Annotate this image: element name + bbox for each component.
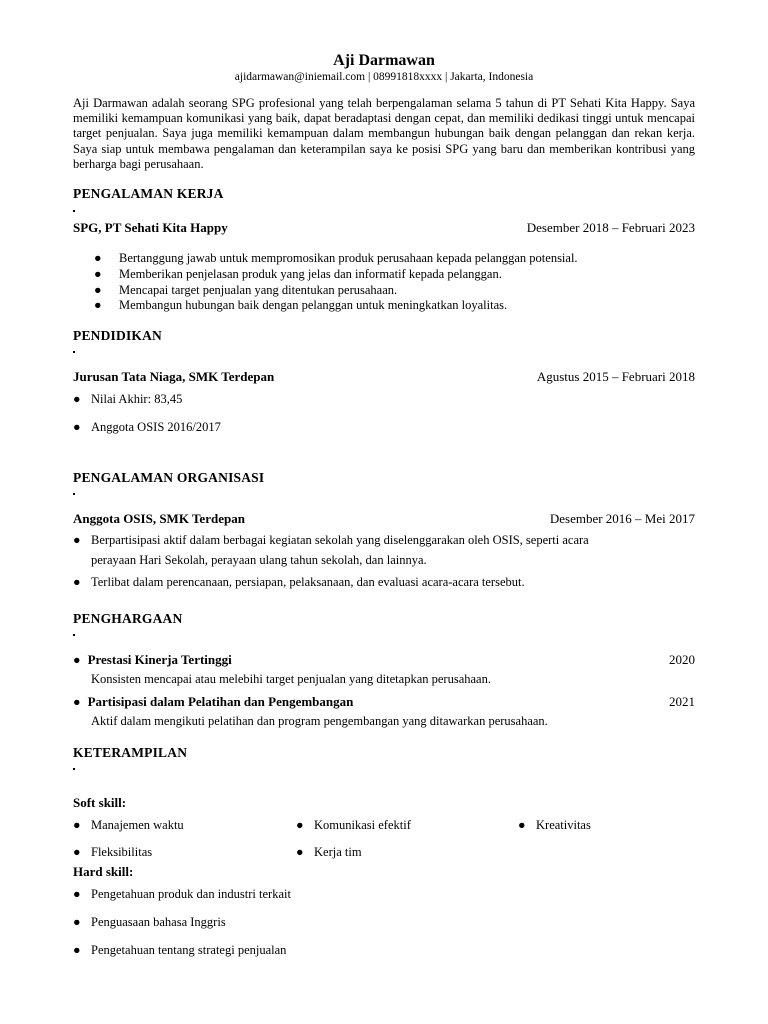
section-marker <box>73 493 75 495</box>
bullet-icon: ● <box>94 298 102 312</box>
bullet-icon: ● <box>296 818 304 832</box>
bullet-icon: ● <box>73 533 81 547</box>
award-entry <box>73 694 695 710</box>
skill-item: ● Kreativitas <box>518 818 591 832</box>
list-item: ● Terlibat dalam perencanaan, persiapan, pelaksanaan, dan evaluasi acara-acara tersebut. <box>73 575 525 589</box>
section-heading-skills: KETERAMPILAN <box>73 745 188 760</box>
experience-title: SPG, PT Sehati Kita Happy <box>73 220 228 235</box>
list-item: ● Berpartisipasi aktif dalam berbagai kegiatan sekolah yang diselenggarakan oleh OSIS, seperti acara <box>73 533 589 547</box>
section-heading-organization: PENGALAMAN ORGANISASI <box>73 470 265 485</box>
skill-item: ● Pengetahuan produk dan industri terkait <box>73 887 291 901</box>
section-marker <box>73 768 75 770</box>
bullet-icon: ● <box>94 283 102 297</box>
bullet-icon: ● <box>73 695 81 709</box>
bullet-icon: ● <box>73 818 81 832</box>
bullet-icon: ● <box>73 392 81 406</box>
section-heading-education: PENDIDIKAN <box>73 328 163 343</box>
bullet-icon: ● <box>73 653 81 667</box>
bullet-icon: ● <box>518 818 526 832</box>
award-title: Prestasi Kinerja Tertinggi <box>87 652 232 667</box>
contact-line: ajidarmawan@iniemail.com | 08991818xxxx | Jakarta, Indonesia <box>234 71 534 83</box>
bullet-icon: ● <box>73 943 81 957</box>
list-item: ● Membangun hubungan baik dengan pelanggan untuk meningkatkan loyalitas. <box>94 298 508 312</box>
resume-name: Aji Darmawan <box>333 52 435 69</box>
award-entry <box>73 652 695 668</box>
bullet-icon: ● <box>73 887 81 901</box>
award-year: 2021 <box>669 694 695 709</box>
list-item: ● Nilai Akhir: 83,45 <box>73 392 183 406</box>
skill-item: ● Fleksibilitas <box>73 845 153 859</box>
organization-date: Desember 2016 – Mei 2017 <box>549 511 695 526</box>
organization-title: Anggota OSIS, SMK Terdepan <box>73 511 245 526</box>
education-entry <box>73 369 695 385</box>
section-marker <box>73 210 75 212</box>
organization-entry <box>73 511 695 527</box>
soft-skill-label: Soft skill: <box>73 795 127 810</box>
skill-item: ● Komunikasi efektif <box>296 818 411 832</box>
list-item: ● Bertanggung jawab untuk mempromosikan produk perusahaan kepada pelanggan potensial. <box>94 251 578 265</box>
education-date: Agustus 2015 – Februari 2018 <box>536 369 695 384</box>
bullet-icon: ● <box>73 575 81 589</box>
bullet-icon: ● <box>73 845 81 859</box>
skill-item: ● Penguasaan bahasa Inggris <box>73 915 226 929</box>
award-title: Partisipasi dalam Pelatihan dan Pengembangan <box>87 694 354 709</box>
skill-item: ● Pengetahuan tentang strategi penjualan <box>73 943 287 957</box>
section-heading-awards: PENGHARGAAN <box>73 611 183 626</box>
bullet-icon: ● <box>73 915 81 929</box>
bullet-icon: ● <box>94 267 102 281</box>
skill-item: ● Kerja tim <box>296 845 362 859</box>
section-marker <box>73 351 75 353</box>
section-marker <box>73 634 75 636</box>
list-item: ● Mencapai target penjualan yang ditentukan perusahaan. <box>94 283 398 297</box>
list-item: ● Anggota OSIS 2016/2017 <box>73 420 221 434</box>
experience-entry <box>73 220 695 236</box>
summary-paragraph: Aji Darmawan adalah seorang SPG profesional yang telah berpengalaman selama 5 tahun di PT Sehati Kita Happy. Saya memiliki kemampuan komunikasi yang baik, dapat beradaptasi dengan cepat, dan memiliki dedikasi tinggi untuk mencapai target penjualan. Saya juga memiliki kemampuan dalam membangun hubungan baik dengan pelanggan dan rekan kerja. Saya siap untuk membawa pengalaman dan keterampilan saya ke posisi SPG yang baru dan memberikan kontribusi yang berharga bagi perusahaan. <box>73 96 695 171</box>
bullet-icon: ● <box>73 420 81 434</box>
skill-item: ● Manajemen waktu <box>73 818 184 832</box>
experience-date: Desember 2018 – Februari 2023 <box>526 220 695 235</box>
education-title: Jurusan Tata Niaga, SMK Terdepan <box>73 369 275 384</box>
award-description: Konsisten mencapai atau melebihi target penjualan yang ditetapkan perusahaan. <box>91 672 491 686</box>
list-item: ● Memberikan penjelasan produk yang jelas dan informatif kepada pelanggan. <box>94 267 502 281</box>
award-year: 2020 <box>669 652 695 667</box>
section-heading-experience: PENGALAMAN KERJA <box>73 186 224 201</box>
list-item-continuation: perayaan Hari Sekolah, perayaan ulang tahun sekolah, dan lainnya. <box>91 553 427 567</box>
award-description: Aktif dalam mengikuti pelatihan dan program pengembangan yang ditawarkan perusahaan. <box>91 714 548 728</box>
hard-skill-label: Hard skill: <box>73 864 134 879</box>
bullet-icon: ● <box>94 251 102 265</box>
bullet-icon: ● <box>296 845 304 859</box>
